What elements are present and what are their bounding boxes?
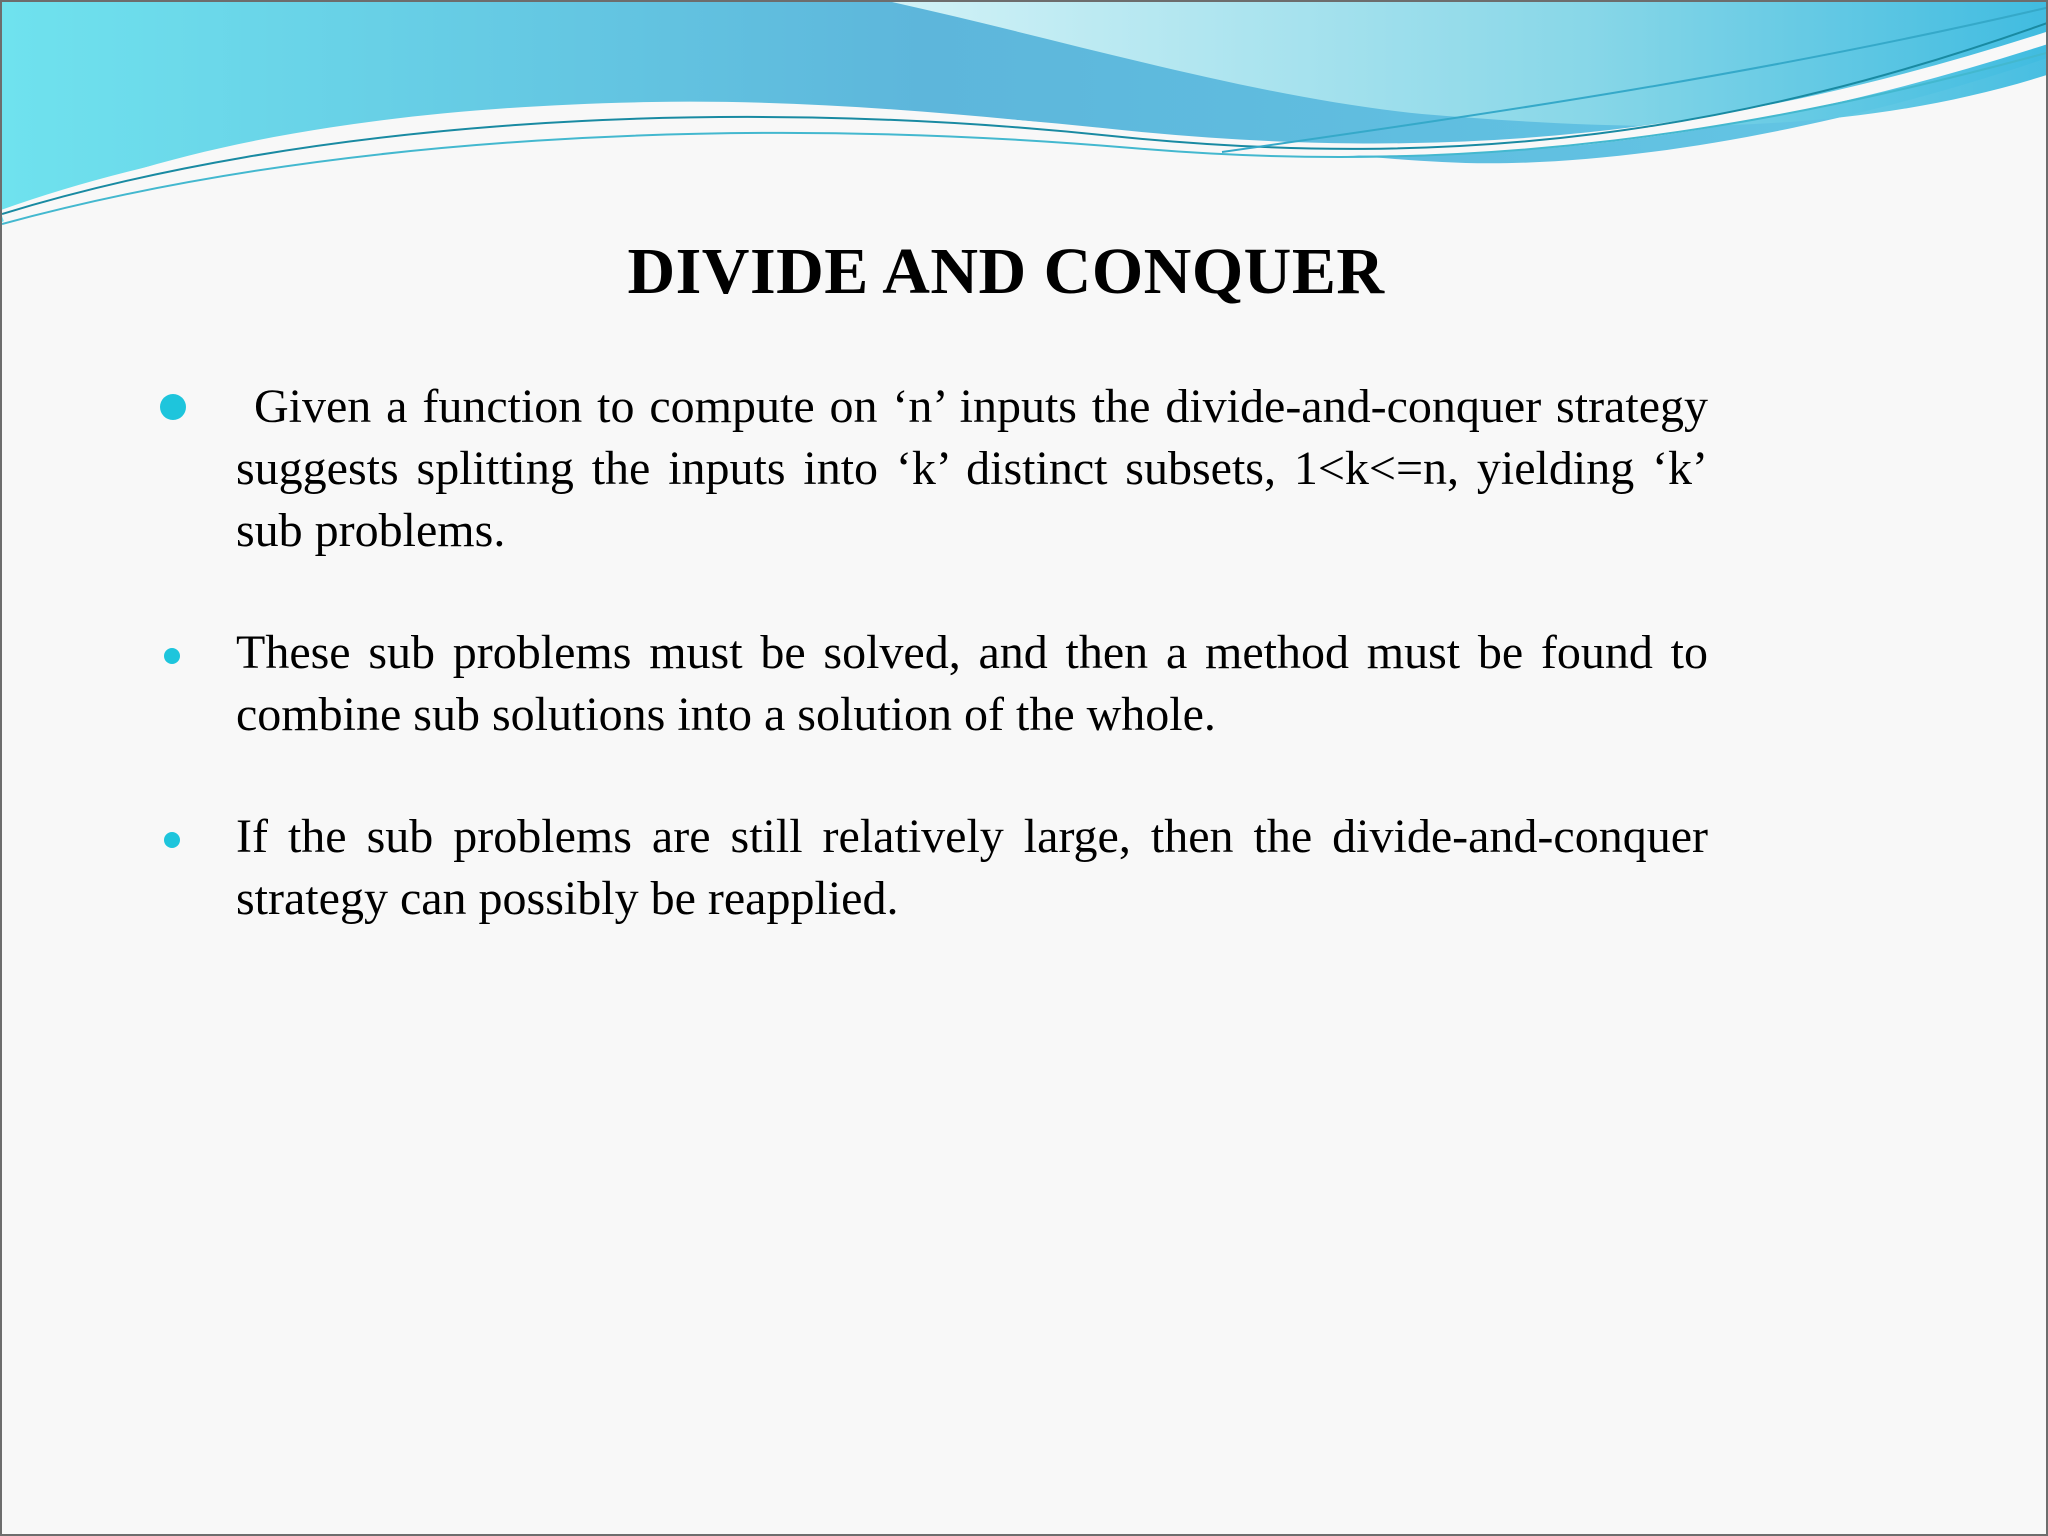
- bullet-text-2: These sub problems must be solved, and then a method must be found to combine sub solutions into a solution of the whole.: [236, 626, 1708, 741]
- bullet-text-1: Given a function to compute on ‘n’ inputs the divide-and-conquer strategy suggests splitting the inputs into ‘k’ distinct subsets, 1<k<=n, yielding ‘k’ sub problems.: [236, 380, 1708, 557]
- bullet-text-3: If the sub problems are still relatively large, then the divide-and-conquer strategy can possibly be reapplied.: [236, 810, 1708, 925]
- bullet-dot-icon: [164, 832, 180, 848]
- slide-title: DIVIDE AND CONQUER: [627, 235, 1385, 308]
- bullet-item-3: [152, 806, 1708, 930]
- bullet-dot-icon: [160, 394, 186, 420]
- bullet-item-2: [152, 622, 1708, 746]
- bullet-item-1: [152, 376, 1708, 562]
- header-wave-decoration: [2, 2, 2048, 242]
- bullet-dot-icon: [164, 648, 180, 664]
- bullet-list: [152, 376, 1708, 930]
